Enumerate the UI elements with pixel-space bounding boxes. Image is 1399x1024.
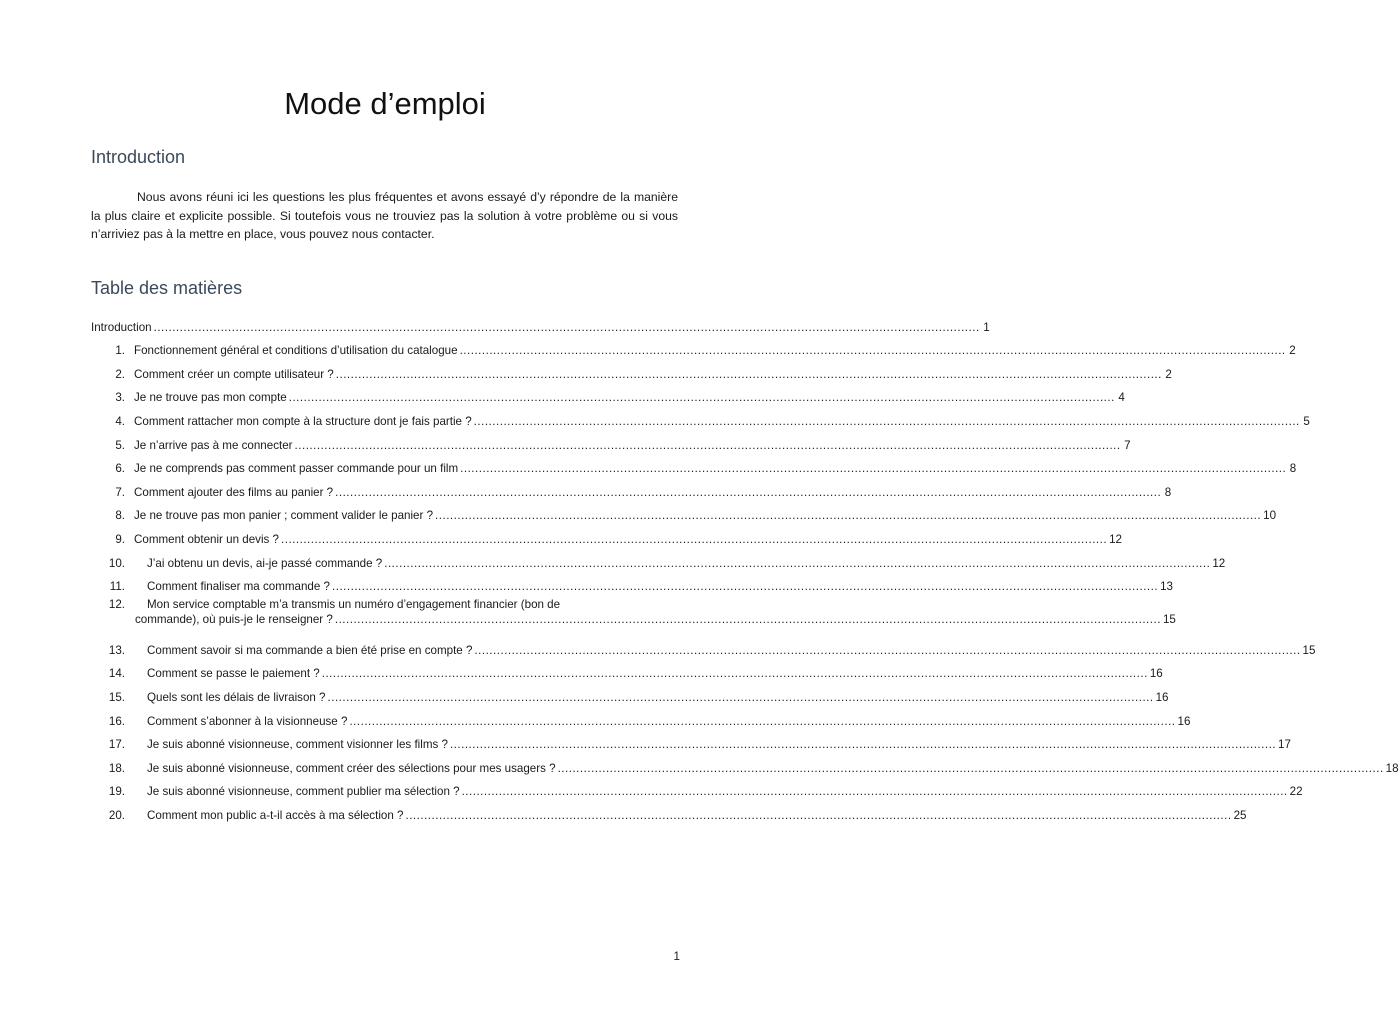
toc-entry-number: 12. — [108, 598, 125, 612]
toc-entry-text: Comment savoir si ma commande a bien été prise en compte ? — [147, 643, 473, 657]
toc-entry-18[interactable] — [91, 753, 1399, 777]
toc-entry-text: Comment rattacher mon compte à la structure dont je fais partie ? — [134, 414, 472, 428]
toc-entry-number: 14. — [108, 667, 125, 681]
toc-entry-text: Je suis abonné visionneuse, comment visionner les films ? — [147, 738, 448, 752]
toc-entry-block — [135, 598, 1176, 627]
toc-leader-dots — [460, 462, 1286, 475]
toc-leader-dots — [289, 391, 1115, 404]
toc-entry-text: Comment créer un compte utilisateur ? — [134, 367, 334, 381]
toc-entry-15[interactable] — [91, 682, 1169, 706]
toc-leader-dots — [474, 644, 1300, 657]
toc-entry-14[interactable] — [91, 659, 1163, 683]
toc-entry-number: 7. — [115, 485, 125, 499]
toc-entry-16[interactable] — [91, 706, 1191, 730]
toc-leader-dots — [295, 439, 1121, 452]
toc-entry-text: Comment ajouter des films au panier ? — [134, 485, 334, 499]
toc-leader-dots — [435, 509, 1261, 522]
toc-entry-8[interactable] — [91, 501, 1277, 525]
toc-leader-dots — [474, 415, 1300, 428]
toc-entry-number: 4. — [115, 414, 125, 428]
toc-entry-page: 16 — [1155, 690, 1169, 704]
toc-entry-page: 8 — [1289, 462, 1297, 476]
toc-leader-dots — [349, 715, 1175, 728]
toc-entry-text: Comment se passe le paiement ? — [147, 667, 320, 681]
toc-entry-number: 15. — [108, 690, 125, 704]
toc-leader-dots — [384, 557, 1210, 570]
toc-entry-text: Je ne comprends pas comment passer commande pour un film — [134, 462, 459, 476]
table-of-contents — [91, 312, 1399, 824]
toc-entry-page: 15 — [1162, 613, 1176, 627]
toc-entry-number: 3. — [115, 391, 125, 405]
toc-entry-text: Comment obtenir un devis ? — [134, 532, 279, 546]
toc-entry-20[interactable] — [91, 800, 1247, 824]
toc-entry-number: 19. — [108, 785, 125, 799]
toc-entry-page: 22 — [1289, 785, 1303, 799]
toc-entry-page: 12 — [1109, 532, 1122, 546]
toc-leader-dots — [154, 321, 980, 334]
toc-entry-9[interactable] — [91, 524, 1122, 548]
toc-leader-dots — [460, 344, 1286, 357]
toc-entry-page: 12 — [1212, 556, 1226, 570]
toc-leader-dots — [336, 368, 1162, 381]
toc-entry-text-continued: commande), où puis-je le renseigner ? — [135, 613, 333, 627]
toc-entry-text: Je suis abonné visionneuse, comment publier ma sélection ? — [147, 785, 460, 799]
toc-leader-dots — [450, 738, 1276, 751]
toc-entry-1[interactable] — [91, 336, 1296, 360]
toc-entry-text: Je ne trouve pas mon compte — [134, 391, 287, 405]
toc-entry-number: 1. — [115, 344, 125, 358]
toc-entry-number: 18. — [108, 761, 125, 775]
toc-entry-page: 13 — [1160, 580, 1173, 594]
toc-entry-7[interactable] — [91, 477, 1172, 501]
toc-entry-page: 1 — [983, 320, 990, 334]
toc-leader-dots — [335, 486, 1161, 499]
toc-entry-text: Je ne trouve pas mon panier ; comment valider le panier ? — [134, 509, 434, 523]
toc-entry-number: 5. — [115, 438, 125, 452]
toc-leader-dots — [558, 762, 1384, 775]
page-title: Mode d’emploi — [284, 86, 486, 121]
toc-entry-page: 2 — [1165, 367, 1172, 381]
toc-heading: Table des matières — [91, 278, 243, 298]
toc-entry-10[interactable] — [91, 548, 1226, 572]
toc-entry-text: Comment finaliser ma commande ? — [147, 580, 330, 594]
toc-entry-number: 11. — [109, 580, 125, 594]
toc-entry-6[interactable] — [91, 454, 1297, 478]
toc-entry-page: 5 — [1303, 414, 1310, 428]
toc-entry-text: Mon service comptable m’a transmis un numéro d’engagement financier (bon de — [147, 598, 561, 612]
toc-entry-text: J’ai obtenu un devis, ai-je passé commande ? — [147, 556, 383, 570]
toc-entry-number: 13. — [108, 643, 125, 657]
toc-entry-number: 20. — [108, 808, 125, 822]
toc-entry-19[interactable] — [91, 777, 1303, 801]
introduction-heading: Introduction — [91, 147, 186, 167]
toc-entry-page: 10 — [1263, 509, 1277, 523]
toc-entry-page: 4 — [1118, 391, 1125, 405]
toc-entry-2[interactable] — [91, 359, 1172, 383]
toc-entry-introduction[interactable] — [91, 312, 990, 336]
toc-entry-text: Je n’arrive pas à me connecter — [134, 438, 293, 452]
toc-entry-page: 16 — [1149, 667, 1163, 681]
toc-entry-11[interactable] — [91, 572, 1173, 596]
toc-leader-dots — [332, 580, 1158, 593]
toc-entry-text: Fonctionnement général et conditions d’utilisation du catalogue — [134, 344, 458, 358]
toc-entry-text: Introduction — [91, 320, 152, 334]
toc-entry-text: Comment s’abonner à la visionneuse ? — [147, 714, 348, 728]
toc-entry-number: 9. — [115, 532, 125, 546]
toc-entry-number: 16. — [108, 714, 125, 728]
toc-entry-page: 18 — [1385, 761, 1399, 775]
introduction-text: Nous avons réuni ici les questions les plus fréquentes et avons essayé d’y répondre de la manière la plus claire et explicite possible. Si toutefois vous ne trouviez pas la solution à votre problème ou si vous n’arriviez pas à la mettre en place, vous pouvez nous contacter. — [91, 190, 678, 241]
toc-leader-dots — [281, 533, 1107, 546]
introduction-paragraph — [91, 188, 678, 244]
toc-entry-page: 15 — [1302, 643, 1316, 657]
toc-entry-page: 8 — [1164, 485, 1172, 499]
toc-entry-text: Comment mon public a-t-il accès à ma sélection ? — [147, 808, 404, 822]
toc-leader-dots — [322, 667, 1148, 680]
toc-entry-number: 2. — [115, 367, 125, 381]
toc-entry-17[interactable] — [91, 730, 1291, 754]
toc-entry-page: 2 — [1289, 344, 1296, 358]
toc-entry-13[interactable] — [91, 635, 1316, 659]
toc-leader-dots — [328, 691, 1154, 704]
toc-leader-dots — [405, 809, 1231, 822]
toc-entry-text: Je suis abonné visionneuse, comment créer des sélections pour mes usagers ? — [147, 761, 556, 775]
toc-entry-page: 17 — [1278, 738, 1291, 752]
toc-entry-page: 25 — [1233, 808, 1247, 822]
toc-entry-number: 10. — [108, 556, 125, 570]
toc-entry-text: Quels sont les délais de livraison ? — [147, 690, 326, 704]
toc-entry-number: 6. — [115, 462, 125, 476]
toc-entry-12[interactable] — [91, 595, 1176, 635]
toc-leader-dots — [462, 785, 1288, 798]
toc-entry-line2 — [135, 613, 1176, 626]
toc-entry-page: 7 — [1124, 438, 1131, 452]
toc-entry-number: 8. — [115, 509, 125, 523]
page-number: 1 — [673, 950, 680, 963]
toc-entry-number: 17. — [108, 738, 125, 752]
toc-entry-4[interactable] — [91, 406, 1310, 430]
toc-entry-page: 16 — [1177, 714, 1191, 728]
toc-entry-3[interactable] — [91, 383, 1125, 407]
toc-leader-dots — [335, 613, 1161, 626]
toc-entry-5[interactable] — [91, 430, 1131, 454]
